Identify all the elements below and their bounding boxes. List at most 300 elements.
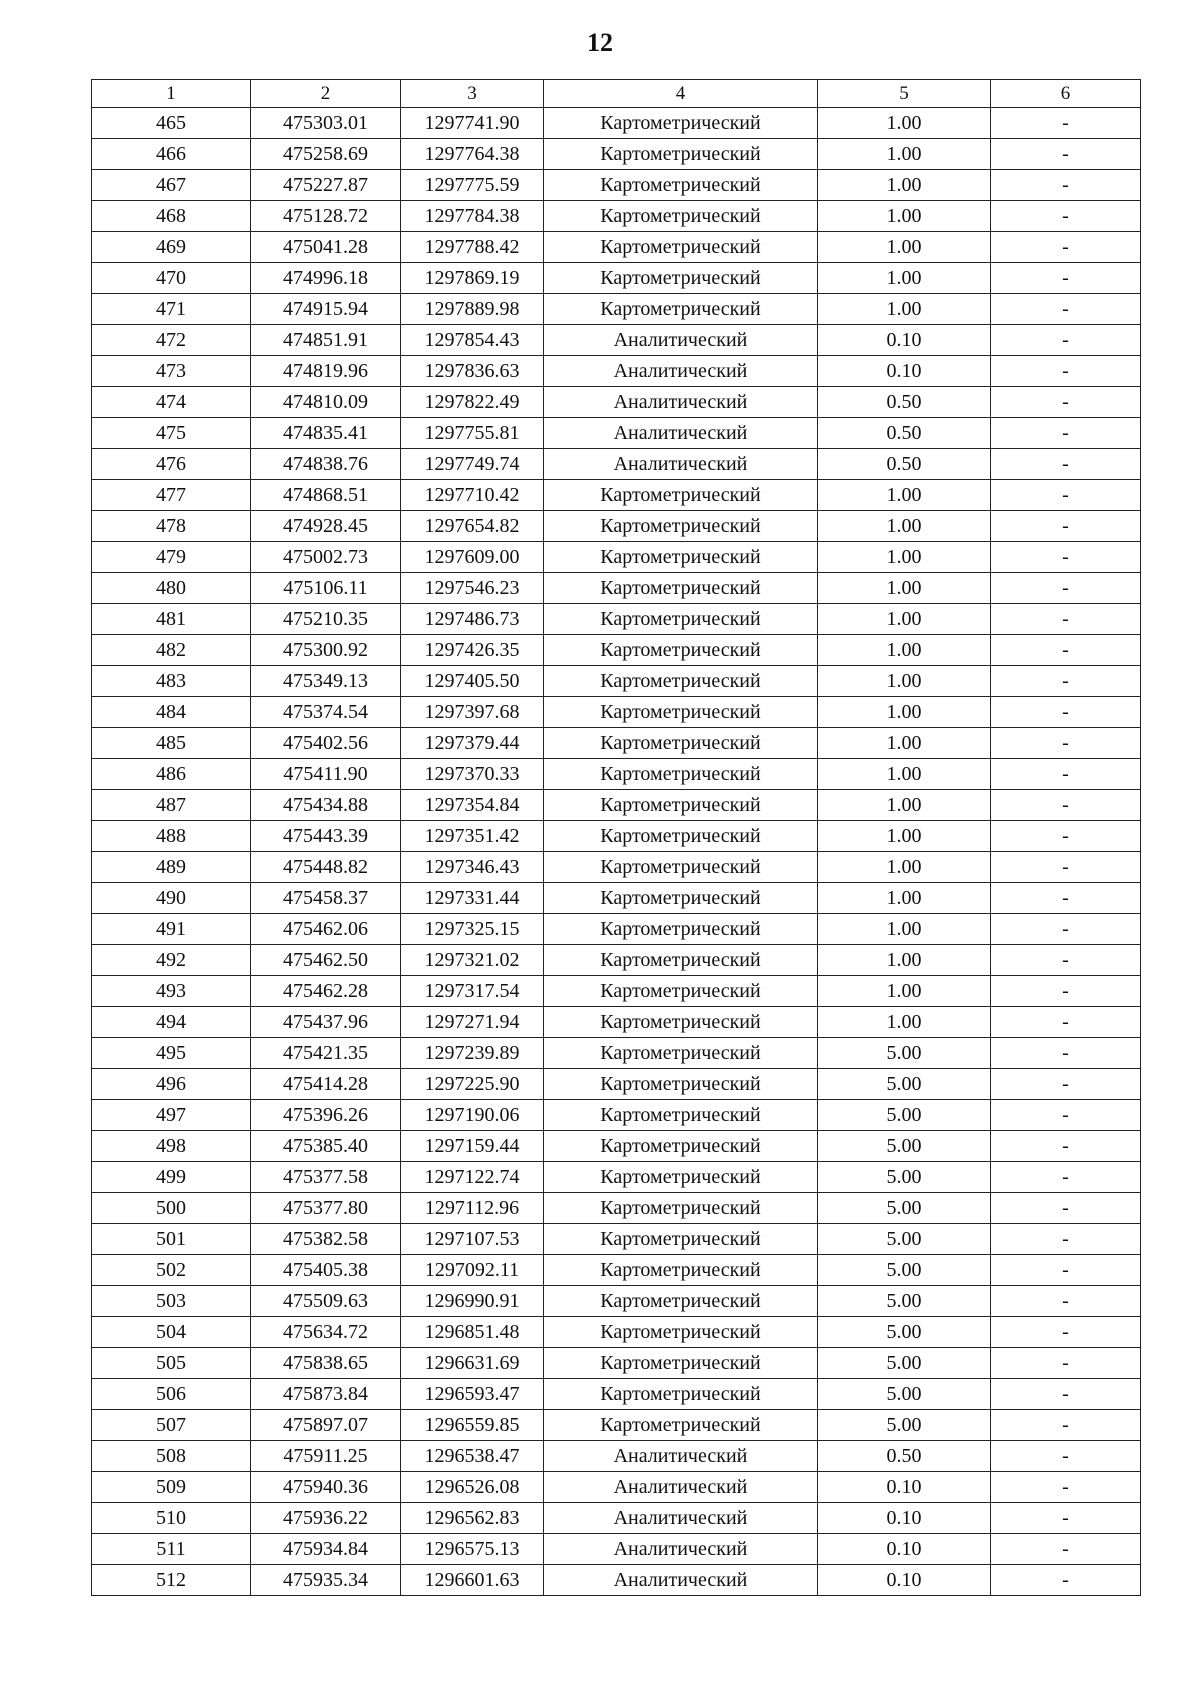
y-coordinate-cell: 1296538.47	[401, 1441, 544, 1472]
y-coordinate-cell: 1297107.53	[401, 1224, 544, 1255]
table-row	[92, 170, 1141, 201]
x-coordinate-cell: 474996.18	[251, 263, 401, 294]
point-number-cell: 507	[92, 1410, 251, 1441]
note-cell: -	[991, 1472, 1141, 1503]
method-cell: Картометрический	[544, 139, 818, 170]
table-row	[92, 1348, 1141, 1379]
y-coordinate-cell: 1297225.90	[401, 1069, 544, 1100]
note-cell: -	[991, 139, 1141, 170]
note-cell: -	[991, 1131, 1141, 1162]
note-cell: -	[991, 542, 1141, 573]
accuracy-cell: 0.10	[818, 1534, 991, 1565]
point-number-cell: 494	[92, 1007, 251, 1038]
note-cell: -	[991, 356, 1141, 387]
column-header-5: 5	[818, 80, 991, 108]
y-coordinate-cell: 1297122.74	[401, 1162, 544, 1193]
y-coordinate-cell: 1297317.54	[401, 976, 544, 1007]
method-cell: Картометрический	[544, 573, 818, 604]
x-coordinate-cell: 475411.90	[251, 759, 401, 790]
accuracy-cell: 1.00	[818, 573, 991, 604]
method-cell: Картометрический	[544, 945, 818, 976]
method-cell: Аналитический	[544, 1503, 818, 1534]
note-cell: -	[991, 1193, 1141, 1224]
accuracy-cell: 0.50	[818, 1441, 991, 1472]
note-cell: -	[991, 1007, 1141, 1038]
table-row	[92, 728, 1141, 759]
method-cell: Картометрический	[544, 759, 818, 790]
table-row	[92, 1565, 1141, 1596]
method-cell: Картометрический	[544, 1100, 818, 1131]
point-number-cell: 470	[92, 263, 251, 294]
table-row	[92, 418, 1141, 449]
point-number-cell: 475	[92, 418, 251, 449]
method-cell: Картометрический	[544, 1255, 818, 1286]
note-cell: -	[991, 635, 1141, 666]
x-coordinate-cell: 475396.26	[251, 1100, 401, 1131]
y-coordinate-cell: 1296601.63	[401, 1565, 544, 1596]
table-row	[92, 325, 1141, 356]
x-coordinate-cell: 475873.84	[251, 1379, 401, 1410]
accuracy-cell: 1.00	[818, 170, 991, 201]
note-cell: -	[991, 573, 1141, 604]
note-cell: -	[991, 976, 1141, 1007]
note-cell: -	[991, 790, 1141, 821]
y-coordinate-cell: 1297755.81	[401, 418, 544, 449]
table-row	[92, 1100, 1141, 1131]
accuracy-cell: 1.00	[818, 821, 991, 852]
x-coordinate-cell: 475002.73	[251, 542, 401, 573]
note-cell: -	[991, 604, 1141, 635]
x-coordinate-cell: 475448.82	[251, 852, 401, 883]
accuracy-cell: 1.00	[818, 790, 991, 821]
x-coordinate-cell: 474835.41	[251, 418, 401, 449]
method-cell: Картометрический	[544, 542, 818, 573]
point-number-cell: 506	[92, 1379, 251, 1410]
accuracy-cell: 1.00	[818, 108, 991, 139]
y-coordinate-cell: 1296575.13	[401, 1534, 544, 1565]
note-cell: -	[991, 294, 1141, 325]
accuracy-cell: 1.00	[818, 635, 991, 666]
point-number-cell: 468	[92, 201, 251, 232]
table-header-row	[92, 80, 1141, 108]
point-number-cell: 478	[92, 511, 251, 542]
note-cell: -	[991, 1255, 1141, 1286]
x-coordinate-cell: 475402.56	[251, 728, 401, 759]
table-row	[92, 635, 1141, 666]
column-header-2: 2	[251, 80, 401, 108]
accuracy-cell: 0.10	[818, 1565, 991, 1596]
table-row	[92, 573, 1141, 604]
accuracy-cell: 5.00	[818, 1193, 991, 1224]
accuracy-cell: 5.00	[818, 1286, 991, 1317]
x-coordinate-cell: 475414.28	[251, 1069, 401, 1100]
y-coordinate-cell: 1297426.35	[401, 635, 544, 666]
table-row	[92, 387, 1141, 418]
method-cell: Картометрический	[544, 821, 818, 852]
method-cell: Картометрический	[544, 697, 818, 728]
point-number-cell: 473	[92, 356, 251, 387]
column-header-3: 3	[401, 80, 544, 108]
y-coordinate-cell: 1297889.98	[401, 294, 544, 325]
method-cell: Картометрический	[544, 1131, 818, 1162]
x-coordinate-cell: 475041.28	[251, 232, 401, 263]
table-row	[92, 542, 1141, 573]
note-cell: -	[991, 1441, 1141, 1472]
table-row	[92, 666, 1141, 697]
y-coordinate-cell: 1296990.91	[401, 1286, 544, 1317]
note-cell: -	[991, 1410, 1141, 1441]
y-coordinate-cell: 1297609.00	[401, 542, 544, 573]
x-coordinate-cell: 475935.34	[251, 1565, 401, 1596]
method-cell: Картометрический	[544, 635, 818, 666]
point-number-cell: 466	[92, 139, 251, 170]
note-cell: -	[991, 1379, 1141, 1410]
y-coordinate-cell: 1297190.06	[401, 1100, 544, 1131]
point-number-cell: 492	[92, 945, 251, 976]
x-coordinate-cell: 475897.07	[251, 1410, 401, 1441]
note-cell: -	[991, 1069, 1141, 1100]
point-number-cell: 487	[92, 790, 251, 821]
accuracy-cell: 5.00	[818, 1038, 991, 1069]
table-row	[92, 1131, 1141, 1162]
x-coordinate-cell: 475227.87	[251, 170, 401, 201]
method-cell: Аналитический	[544, 1534, 818, 1565]
accuracy-cell: 0.10	[818, 1472, 991, 1503]
note-cell: -	[991, 666, 1141, 697]
note-cell: -	[991, 263, 1141, 294]
point-number-cell: 491	[92, 914, 251, 945]
accuracy-cell: 5.00	[818, 1162, 991, 1193]
method-cell: Картометрический	[544, 1069, 818, 1100]
accuracy-cell: 1.00	[818, 852, 991, 883]
method-cell: Аналитический	[544, 1472, 818, 1503]
point-number-cell: 486	[92, 759, 251, 790]
point-number-cell: 477	[92, 480, 251, 511]
note-cell: -	[991, 1317, 1141, 1348]
point-number-cell: 483	[92, 666, 251, 697]
accuracy-cell: 1.00	[818, 728, 991, 759]
note-cell: -	[991, 945, 1141, 976]
table-row	[92, 1379, 1141, 1410]
table-row	[92, 1503, 1141, 1534]
column-header-1: 1	[92, 80, 251, 108]
point-number-cell: 471	[92, 294, 251, 325]
method-cell: Аналитический	[544, 325, 818, 356]
y-coordinate-cell: 1297159.44	[401, 1131, 544, 1162]
table-row	[92, 1069, 1141, 1100]
x-coordinate-cell: 475106.11	[251, 573, 401, 604]
y-coordinate-cell: 1297822.49	[401, 387, 544, 418]
x-coordinate-cell: 475458.37	[251, 883, 401, 914]
table-row	[92, 914, 1141, 945]
accuracy-cell: 0.10	[818, 325, 991, 356]
point-number-cell: 480	[92, 573, 251, 604]
x-coordinate-cell: 475377.58	[251, 1162, 401, 1193]
method-cell: Картометрический	[544, 976, 818, 1007]
accuracy-cell: 1.00	[818, 666, 991, 697]
note-cell: -	[991, 170, 1141, 201]
note-cell: -	[991, 1503, 1141, 1534]
point-number-cell: 496	[92, 1069, 251, 1100]
x-coordinate-cell: 475385.40	[251, 1131, 401, 1162]
point-number-cell: 509	[92, 1472, 251, 1503]
point-number-cell: 493	[92, 976, 251, 1007]
accuracy-cell: 0.10	[818, 356, 991, 387]
note-cell: -	[991, 1534, 1141, 1565]
table-row	[92, 1007, 1141, 1038]
x-coordinate-cell: 475462.50	[251, 945, 401, 976]
point-number-cell: 502	[92, 1255, 251, 1286]
point-number-cell: 501	[92, 1224, 251, 1255]
y-coordinate-cell: 1296631.69	[401, 1348, 544, 1379]
x-coordinate-cell: 474868.51	[251, 480, 401, 511]
note-cell: -	[991, 914, 1141, 945]
point-number-cell: 489	[92, 852, 251, 883]
point-number-cell: 481	[92, 604, 251, 635]
accuracy-cell: 1.00	[818, 1007, 991, 1038]
table-row	[92, 697, 1141, 728]
table-row	[92, 201, 1141, 232]
point-number-cell: 479	[92, 542, 251, 573]
method-cell: Картометрический	[544, 1348, 818, 1379]
point-number-cell: 503	[92, 1286, 251, 1317]
note-cell: -	[991, 1100, 1141, 1131]
accuracy-cell: 0.50	[818, 387, 991, 418]
y-coordinate-cell: 1296593.47	[401, 1379, 544, 1410]
table-row	[92, 852, 1141, 883]
method-cell: Картометрический	[544, 170, 818, 201]
method-cell: Картометрический	[544, 1286, 818, 1317]
method-cell: Картометрический	[544, 294, 818, 325]
point-number-cell: 500	[92, 1193, 251, 1224]
note-cell: -	[991, 511, 1141, 542]
accuracy-cell: 1.00	[818, 480, 991, 511]
note-cell: -	[991, 1565, 1141, 1596]
y-coordinate-cell: 1296559.85	[401, 1410, 544, 1441]
x-coordinate-cell: 474928.45	[251, 511, 401, 542]
y-coordinate-cell: 1297379.44	[401, 728, 544, 759]
method-cell: Картометрический	[544, 1224, 818, 1255]
accuracy-cell: 5.00	[818, 1131, 991, 1162]
y-coordinate-cell: 1297271.94	[401, 1007, 544, 1038]
accuracy-cell: 0.50	[818, 449, 991, 480]
y-coordinate-cell: 1297354.84	[401, 790, 544, 821]
accuracy-cell: 1.00	[818, 945, 991, 976]
method-cell: Аналитический	[544, 1441, 818, 1472]
x-coordinate-cell: 475303.01	[251, 108, 401, 139]
point-number-cell: 469	[92, 232, 251, 263]
method-cell: Картометрический	[544, 480, 818, 511]
note-cell: -	[991, 232, 1141, 263]
x-coordinate-cell: 475300.92	[251, 635, 401, 666]
accuracy-cell: 5.00	[818, 1317, 991, 1348]
table-row	[92, 294, 1141, 325]
point-number-cell: 511	[92, 1534, 251, 1565]
y-coordinate-cell: 1297749.74	[401, 449, 544, 480]
y-coordinate-cell: 1297775.59	[401, 170, 544, 201]
method-cell: Картометрический	[544, 1162, 818, 1193]
y-coordinate-cell: 1296526.08	[401, 1472, 544, 1503]
accuracy-cell: 1.00	[818, 139, 991, 170]
y-coordinate-cell: 1297346.43	[401, 852, 544, 883]
point-number-cell: 467	[92, 170, 251, 201]
method-cell: Аналитический	[544, 1565, 818, 1596]
accuracy-cell: 1.00	[818, 542, 991, 573]
note-cell: -	[991, 418, 1141, 449]
note-cell: -	[991, 1224, 1141, 1255]
y-coordinate-cell: 1297092.11	[401, 1255, 544, 1286]
x-coordinate-cell: 475374.54	[251, 697, 401, 728]
x-coordinate-cell: 474810.09	[251, 387, 401, 418]
accuracy-cell: 5.00	[818, 1348, 991, 1379]
table-row	[92, 108, 1141, 139]
x-coordinate-cell: 475934.84	[251, 1534, 401, 1565]
x-coordinate-cell: 475405.38	[251, 1255, 401, 1286]
table-row	[92, 1534, 1141, 1565]
note-cell: -	[991, 325, 1141, 356]
point-number-cell: 505	[92, 1348, 251, 1379]
x-coordinate-cell: 475128.72	[251, 201, 401, 232]
point-number-cell: 482	[92, 635, 251, 666]
note-cell: -	[991, 728, 1141, 759]
x-coordinate-cell: 474851.91	[251, 325, 401, 356]
accuracy-cell: 5.00	[818, 1069, 991, 1100]
point-number-cell: 497	[92, 1100, 251, 1131]
note-cell: -	[991, 1286, 1141, 1317]
y-coordinate-cell: 1297784.38	[401, 201, 544, 232]
y-coordinate-cell: 1297741.90	[401, 108, 544, 139]
column-header-6: 6	[991, 80, 1141, 108]
point-number-cell: 495	[92, 1038, 251, 1069]
x-coordinate-cell: 475634.72	[251, 1317, 401, 1348]
method-cell: Картометрический	[544, 1007, 818, 1038]
table-row	[92, 1255, 1141, 1286]
accuracy-cell: 1.00	[818, 883, 991, 914]
table-row	[92, 604, 1141, 635]
x-coordinate-cell: 475838.65	[251, 1348, 401, 1379]
accuracy-cell: 5.00	[818, 1379, 991, 1410]
note-cell: -	[991, 201, 1141, 232]
x-coordinate-cell: 475443.39	[251, 821, 401, 852]
y-coordinate-cell: 1297325.15	[401, 914, 544, 945]
y-coordinate-cell: 1297710.42	[401, 480, 544, 511]
point-number-cell: 512	[92, 1565, 251, 1596]
x-coordinate-cell: 475258.69	[251, 139, 401, 170]
point-number-cell: 488	[92, 821, 251, 852]
table-row	[92, 759, 1141, 790]
method-cell: Картометрический	[544, 201, 818, 232]
note-cell: -	[991, 480, 1141, 511]
accuracy-cell: 1.00	[818, 232, 991, 263]
note-cell: -	[991, 1038, 1141, 1069]
method-cell: Картометрический	[544, 914, 818, 945]
y-coordinate-cell: 1296851.48	[401, 1317, 544, 1348]
table-row	[92, 139, 1141, 170]
accuracy-cell: 5.00	[818, 1410, 991, 1441]
accuracy-cell: 1.00	[818, 263, 991, 294]
coordinates-table	[91, 79, 1141, 1596]
note-cell: -	[991, 108, 1141, 139]
point-number-cell: 498	[92, 1131, 251, 1162]
y-coordinate-cell: 1297836.63	[401, 356, 544, 387]
table-row	[92, 1472, 1141, 1503]
note-cell: -	[991, 759, 1141, 790]
x-coordinate-cell: 475462.28	[251, 976, 401, 1007]
x-coordinate-cell: 475936.22	[251, 1503, 401, 1534]
method-cell: Аналитический	[544, 356, 818, 387]
point-number-cell: 472	[92, 325, 251, 356]
table-row	[92, 1317, 1141, 1348]
x-coordinate-cell: 475911.25	[251, 1441, 401, 1472]
table-row	[92, 449, 1141, 480]
y-coordinate-cell: 1297654.82	[401, 511, 544, 542]
table-body	[92, 108, 1141, 1596]
column-header-4: 4	[544, 80, 818, 108]
method-cell: Картометрический	[544, 883, 818, 914]
y-coordinate-cell: 1297370.33	[401, 759, 544, 790]
point-number-cell: 508	[92, 1441, 251, 1472]
method-cell: Аналитический	[544, 449, 818, 480]
accuracy-cell: 1.00	[818, 604, 991, 635]
method-cell: Картометрический	[544, 511, 818, 542]
method-cell: Картометрический	[544, 1317, 818, 1348]
x-coordinate-cell: 475349.13	[251, 666, 401, 697]
y-coordinate-cell: 1297788.42	[401, 232, 544, 263]
method-cell: Картометрический	[544, 108, 818, 139]
table-row	[92, 883, 1141, 914]
x-coordinate-cell: 475437.96	[251, 1007, 401, 1038]
y-coordinate-cell: 1297112.96	[401, 1193, 544, 1224]
note-cell: -	[991, 1162, 1141, 1193]
note-cell: -	[991, 1348, 1141, 1379]
accuracy-cell: 1.00	[818, 294, 991, 325]
table-row	[92, 1162, 1141, 1193]
y-coordinate-cell: 1297405.50	[401, 666, 544, 697]
note-cell: -	[991, 387, 1141, 418]
point-number-cell: 485	[92, 728, 251, 759]
x-coordinate-cell: 475377.80	[251, 1193, 401, 1224]
table-row	[92, 1441, 1141, 1472]
method-cell: Картометрический	[544, 728, 818, 759]
x-coordinate-cell: 474915.94	[251, 294, 401, 325]
method-cell: Картометрический	[544, 666, 818, 697]
accuracy-cell: 1.00	[818, 759, 991, 790]
note-cell: -	[991, 852, 1141, 883]
x-coordinate-cell: 474819.96	[251, 356, 401, 387]
y-coordinate-cell: 1297331.44	[401, 883, 544, 914]
accuracy-cell: 5.00	[818, 1100, 991, 1131]
table-row	[92, 821, 1141, 852]
y-coordinate-cell: 1297397.68	[401, 697, 544, 728]
note-cell: -	[991, 697, 1141, 728]
page-number: 12	[587, 28, 613, 57]
table-row	[92, 1410, 1141, 1441]
method-cell: Аналитический	[544, 387, 818, 418]
note-cell: -	[991, 821, 1141, 852]
table-row	[92, 1193, 1141, 1224]
x-coordinate-cell: 475940.36	[251, 1472, 401, 1503]
accuracy-cell: 5.00	[818, 1224, 991, 1255]
table-row	[92, 232, 1141, 263]
table-row	[92, 945, 1141, 976]
note-cell: -	[991, 449, 1141, 480]
y-coordinate-cell: 1297764.38	[401, 139, 544, 170]
method-cell: Картометрический	[544, 852, 818, 883]
method-cell: Картометрический	[544, 232, 818, 263]
y-coordinate-cell: 1297869.19	[401, 263, 544, 294]
accuracy-cell: 1.00	[818, 697, 991, 728]
point-number-cell: 504	[92, 1317, 251, 1348]
